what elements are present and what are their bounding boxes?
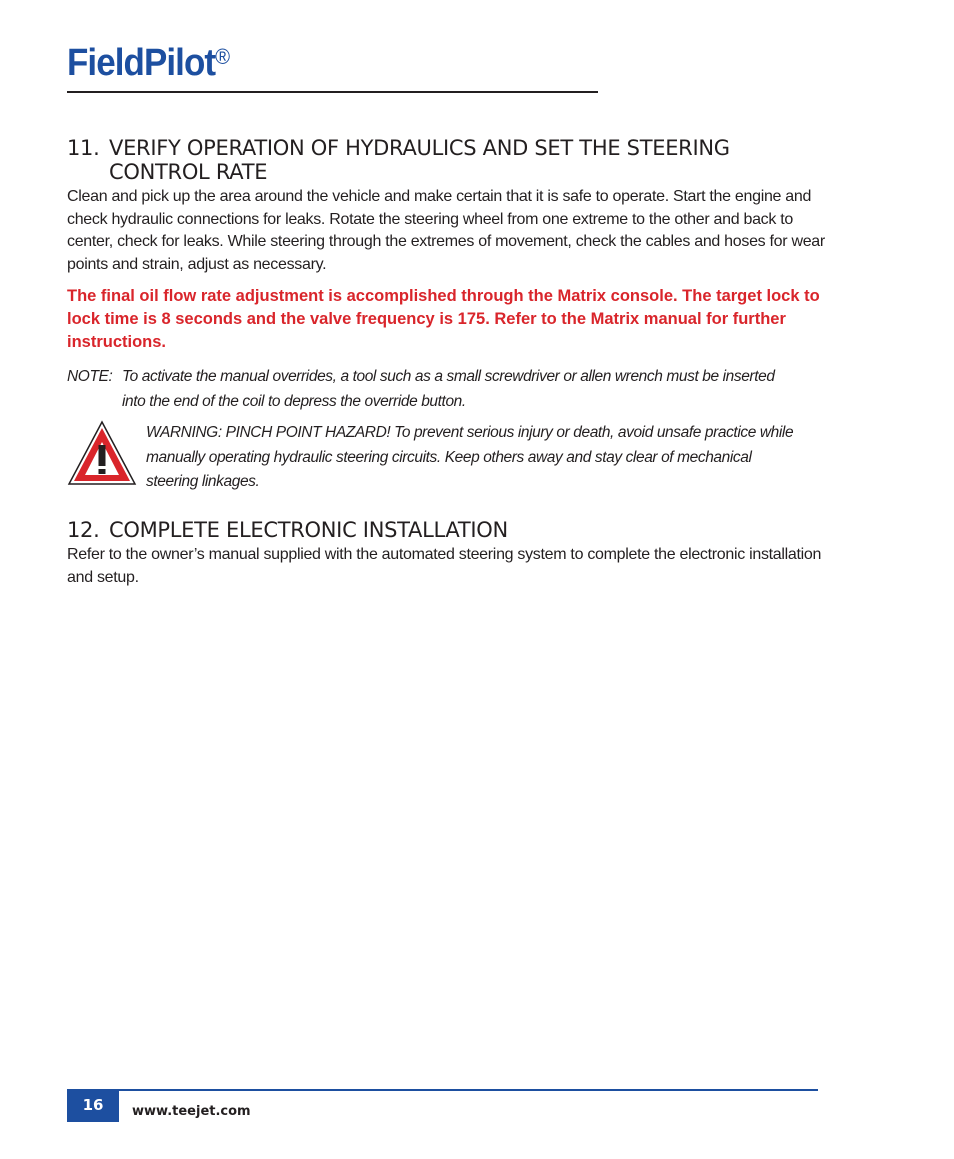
pinch-point-warning: WARNING: PINCH POINT HAZARD! To prevent serious injury or death, avoid unsafe practice while manually operating hydraulic steering circuits. Keep others away and stay clear of mechanical steering linkages. <box>146 424 794 490</box>
section-11-title-line1: VERIFY OPERATION OF HYDRAULICS AND SET THE STEERING <box>109 136 730 160</box>
page-number: 16 <box>67 1091 119 1122</box>
logo-text: FieldPilot <box>67 42 216 84</box>
section-11-title-line2: CONTROL RATE <box>109 160 268 184</box>
header-divider <box>67 91 598 93</box>
note-line1: To activate the manual overrides, a tool such as a small screwdriver or allen wrench must be inserted <box>122 368 775 385</box>
footer-divider <box>67 1089 818 1091</box>
note-line2: into the end of the coil to depress the override button. <box>122 393 466 410</box>
section-12-body: Refer to the owner’s manual supplied with the automated steering system to complete the electronic installation and setup. <box>67 546 822 586</box>
override-note <box>67 364 827 414</box>
flow-rate-highlight: The final oil flow rate adjustment is accomplished through the Matrix console. The target lock to lock time is 8 seconds and the valve frequency is 175. Refer to the Matrix manual for further instructions. <box>67 287 820 351</box>
section-11-body: Clean and pick up the area around the vehicle and make certain that it is safe to operate. Start the engine and check hydraulic connections for leaks. Rotate the steering wheel from one extreme to the other and back to center, check for leaks. While steering through the extremes of movement, check the cables and hoses for wear points and strain, adjust as necessary. <box>67 188 825 273</box>
note-label: NOTE: <box>67 368 113 385</box>
section-12-title: COMPLETE ELECTRONIC INSTALLATION <box>109 518 508 542</box>
section-12-heading <box>67 518 827 542</box>
fieldpilot-logo <box>67 44 230 82</box>
section-12-number: 12. <box>67 518 100 542</box>
section-11-number: 11. <box>67 136 100 160</box>
registered-mark: ® <box>215 44 231 69</box>
website-link[interactable]: www.teejet.com <box>132 1104 251 1119</box>
warning-triangle-icon <box>67 420 137 486</box>
section-11-heading <box>67 136 827 184</box>
